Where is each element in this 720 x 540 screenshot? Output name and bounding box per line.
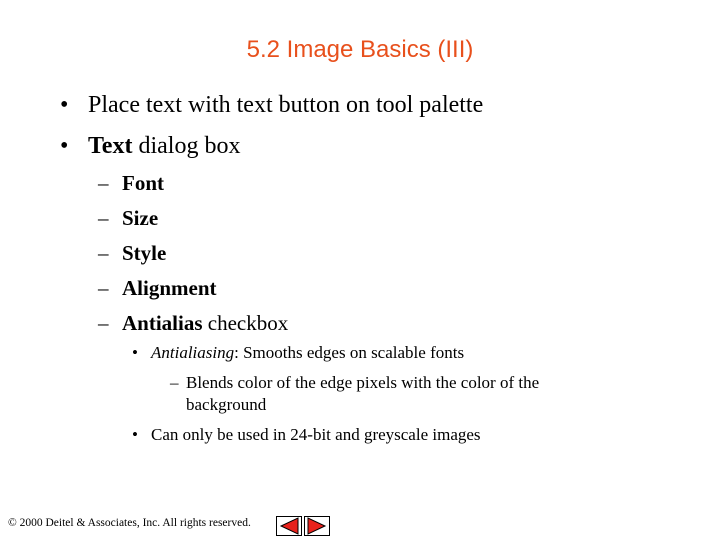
copyright-footer: © 2000 Deitel & Associates, Inc. All rights reserved.: [8, 517, 251, 529]
next-slide-button[interactable]: [304, 516, 330, 536]
sub-item-style: – Style: [98, 241, 167, 265]
detail-only-24bit: • Can only be used in 24-bit and greyscale images: [132, 425, 481, 444]
slide-title: 5.2 Image Basics (III): [246, 36, 474, 63]
sub-item-alignment: – Alignment: [98, 276, 217, 300]
sub-item-font: – Font: [98, 171, 164, 195]
previous-slide-arrow-icon: [276, 516, 302, 536]
next-slide-arrow-icon: [304, 516, 330, 536]
detail-antialiasing: • Antialiasing: Smooths edges on scalable fonts: [132, 343, 465, 362]
bullet-place-text: • Place text with text button on tool palette: [60, 92, 484, 118]
detail-blends-color: – Blends color of the edge pixels with the color of the background: [170, 373, 540, 414]
sub-item-size: – Size: [98, 206, 159, 230]
bullet-text-dialog: • Text dialog box: [60, 133, 241, 159]
sub-item-antialias: – Antialias checkbox: [98, 311, 289, 335]
previous-slide-button[interactable]: [276, 516, 302, 536]
